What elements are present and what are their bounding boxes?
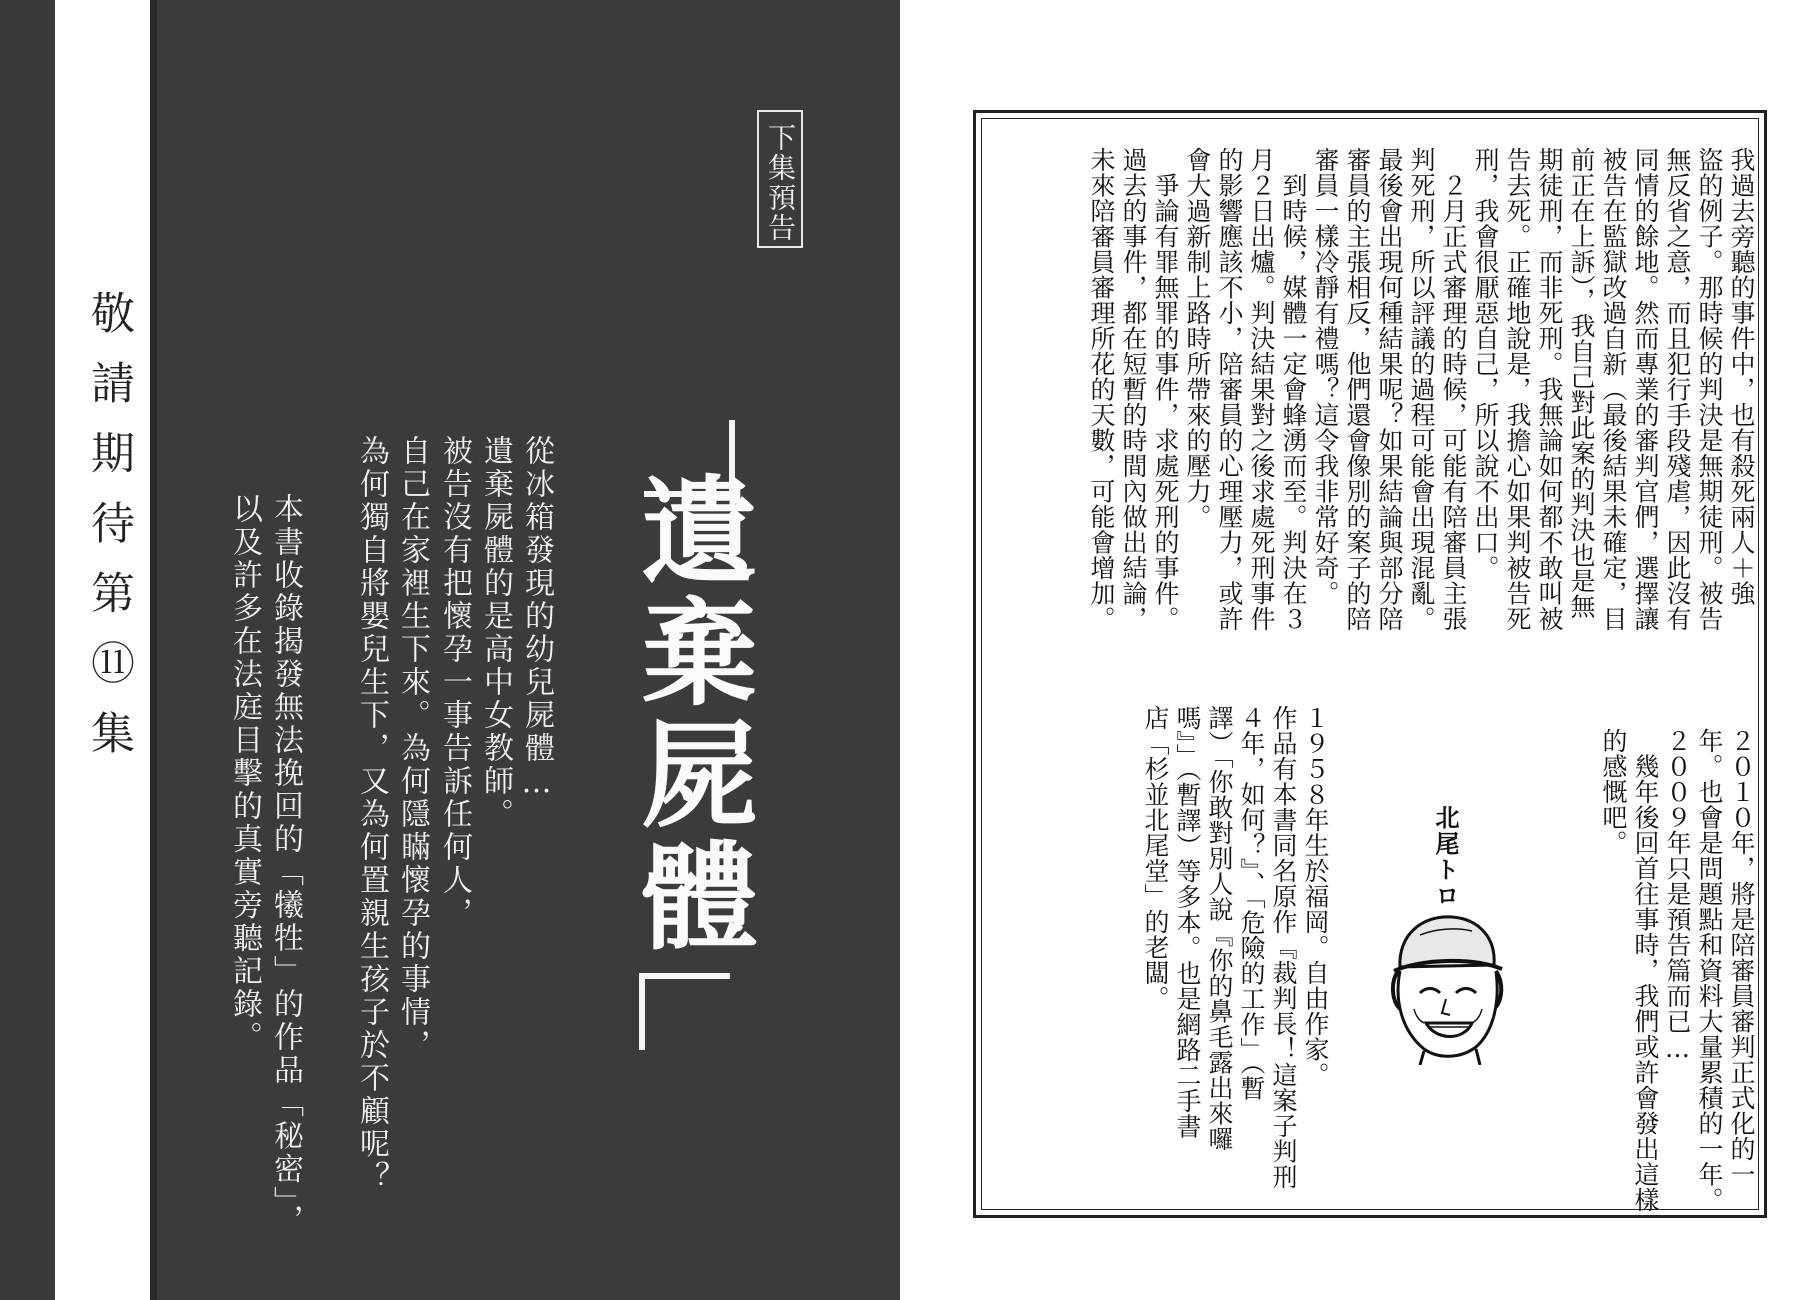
synopsis-line: 自己在家裡生下來。為何隱瞞懷孕的事情，: [395, 435, 430, 1062]
article-line: 刑，我會很厭惡自己，所以說不出口。: [1471, 147, 1500, 581]
synopsis-line: 以及許多在法庭目擊的真實旁聽記錄。: [227, 493, 262, 1054]
bio-line: 嗎』」（暫譯）等多本。也是網路二手書: [1173, 705, 1202, 1139]
article-line: 我過去旁聽的事件中，也有殺死兩人＋強: [1727, 147, 1756, 606]
article-line: 未來陪審員審理所花的天數，可能會增加。: [1087, 147, 1116, 632]
article-line: 過去的事件，都在短暫的時間內做出結論，: [1119, 147, 1148, 632]
author-name: 北尾トロ: [1431, 805, 1460, 909]
bio-line: ４年，如何？』、「危險的工作」（暫: [1237, 705, 1266, 1101]
next-story-title: 遺棄屍體: [622, 470, 758, 958]
article-line: 盜的例子。那時候的判決是無期徒刑。被告: [1695, 147, 1724, 632]
article-line: 到時候，媒體一定會蜂湧而至。判決在３: [1279, 147, 1308, 632]
article-line: 前正在上訴），我自己對此案的判決也是無: [1567, 147, 1596, 619]
article-line: 告去死。正確地說是，我擔心如果判被告死: [1503, 147, 1532, 632]
article-line: 同情的餘地。然而專業的審判官們，選擇讓: [1631, 147, 1660, 632]
bio-line: 店「杉並北尾堂」的老闆。: [1141, 705, 1170, 1011]
article-line: 期徒刑，而非死刑。我無論如何都不敢叫被: [1535, 147, 1564, 632]
article-line: 月２日出爐。判決結果對之後求處死刑事件: [1247, 147, 1276, 632]
synopsis-line: 從冰箱發現的幼兒屍體…: [519, 435, 554, 803]
next-volume-caption: 敬請期待第⑪集: [83, 290, 134, 780]
bio-line: 作品有本書同名原作『裁判長！這案子判刑: [1269, 705, 1298, 1190]
article-line: ２００９年只是預告篇而已…: [1663, 728, 1692, 1064]
article-line: 最後會出現何種結果呢？如果結論與部分陪: [1375, 147, 1404, 632]
article-line: 審員一樣冷靜有禮嗎？這令我非常好奇。: [1311, 147, 1340, 606]
article-line: 無反省之意，而且犯行手段殘虐，因此沒有: [1663, 147, 1692, 632]
article-line: 判死刑，所以評議的過程可能會出現混亂。: [1407, 147, 1436, 632]
left-gutter-strip: [0, 0, 55, 1300]
bio-line: 譯）「你敢對別人說『你的鼻毛露出來囉: [1205, 705, 1234, 1152]
synopsis-line: 本書收錄揭發無法挽回的「犧牲」的作品「秘密」，: [268, 493, 303, 1237]
article-line: 的影響應該不小，陪審員的心理壓力，或許: [1215, 147, 1244, 632]
author-portrait-illustration: [1380, 905, 1508, 1065]
title-close-bracket: [632, 970, 742, 1060]
article-line: 的感慨吧。: [1599, 728, 1628, 856]
article-line: 爭論有罪無罪的事件，求處死刑的事件。: [1151, 147, 1180, 632]
synopsis-line: 遺棄屍體的是高中女教師。: [478, 435, 513, 831]
article-line: 審員的主張相反，他們還會像別的案子的陪: [1343, 147, 1372, 632]
spine-divider: [150, 0, 157, 1300]
bio-line: １９５８年生於福岡。自由作家。: [1301, 705, 1330, 1088]
synopsis-line: 為何獨自將嬰兒生下，又為何置親生孩子於不顧呢？: [354, 435, 389, 1194]
article-line: ２月正式審理的時候，可能有陪審員主張: [1439, 147, 1468, 632]
synopsis-line: 被告沒有把懷孕一事告訴任何人，: [437, 435, 472, 930]
preview-label: 下集預告: [757, 110, 803, 248]
article-line: 年。也會是問題點和資料大量累積的一年。: [1695, 728, 1724, 1213]
article-line: ２０１０年，將是陪審員審判正式化的一: [1727, 728, 1756, 1187]
article-line: 幾年後回首往事時，我們或許會發出這樣: [1631, 728, 1660, 1213]
article-line: 被告在監獄改過自新（最後結果未確定，目: [1599, 147, 1628, 632]
article-line: 會大過新制上路時所帶來的壓力。: [1183, 147, 1212, 530]
